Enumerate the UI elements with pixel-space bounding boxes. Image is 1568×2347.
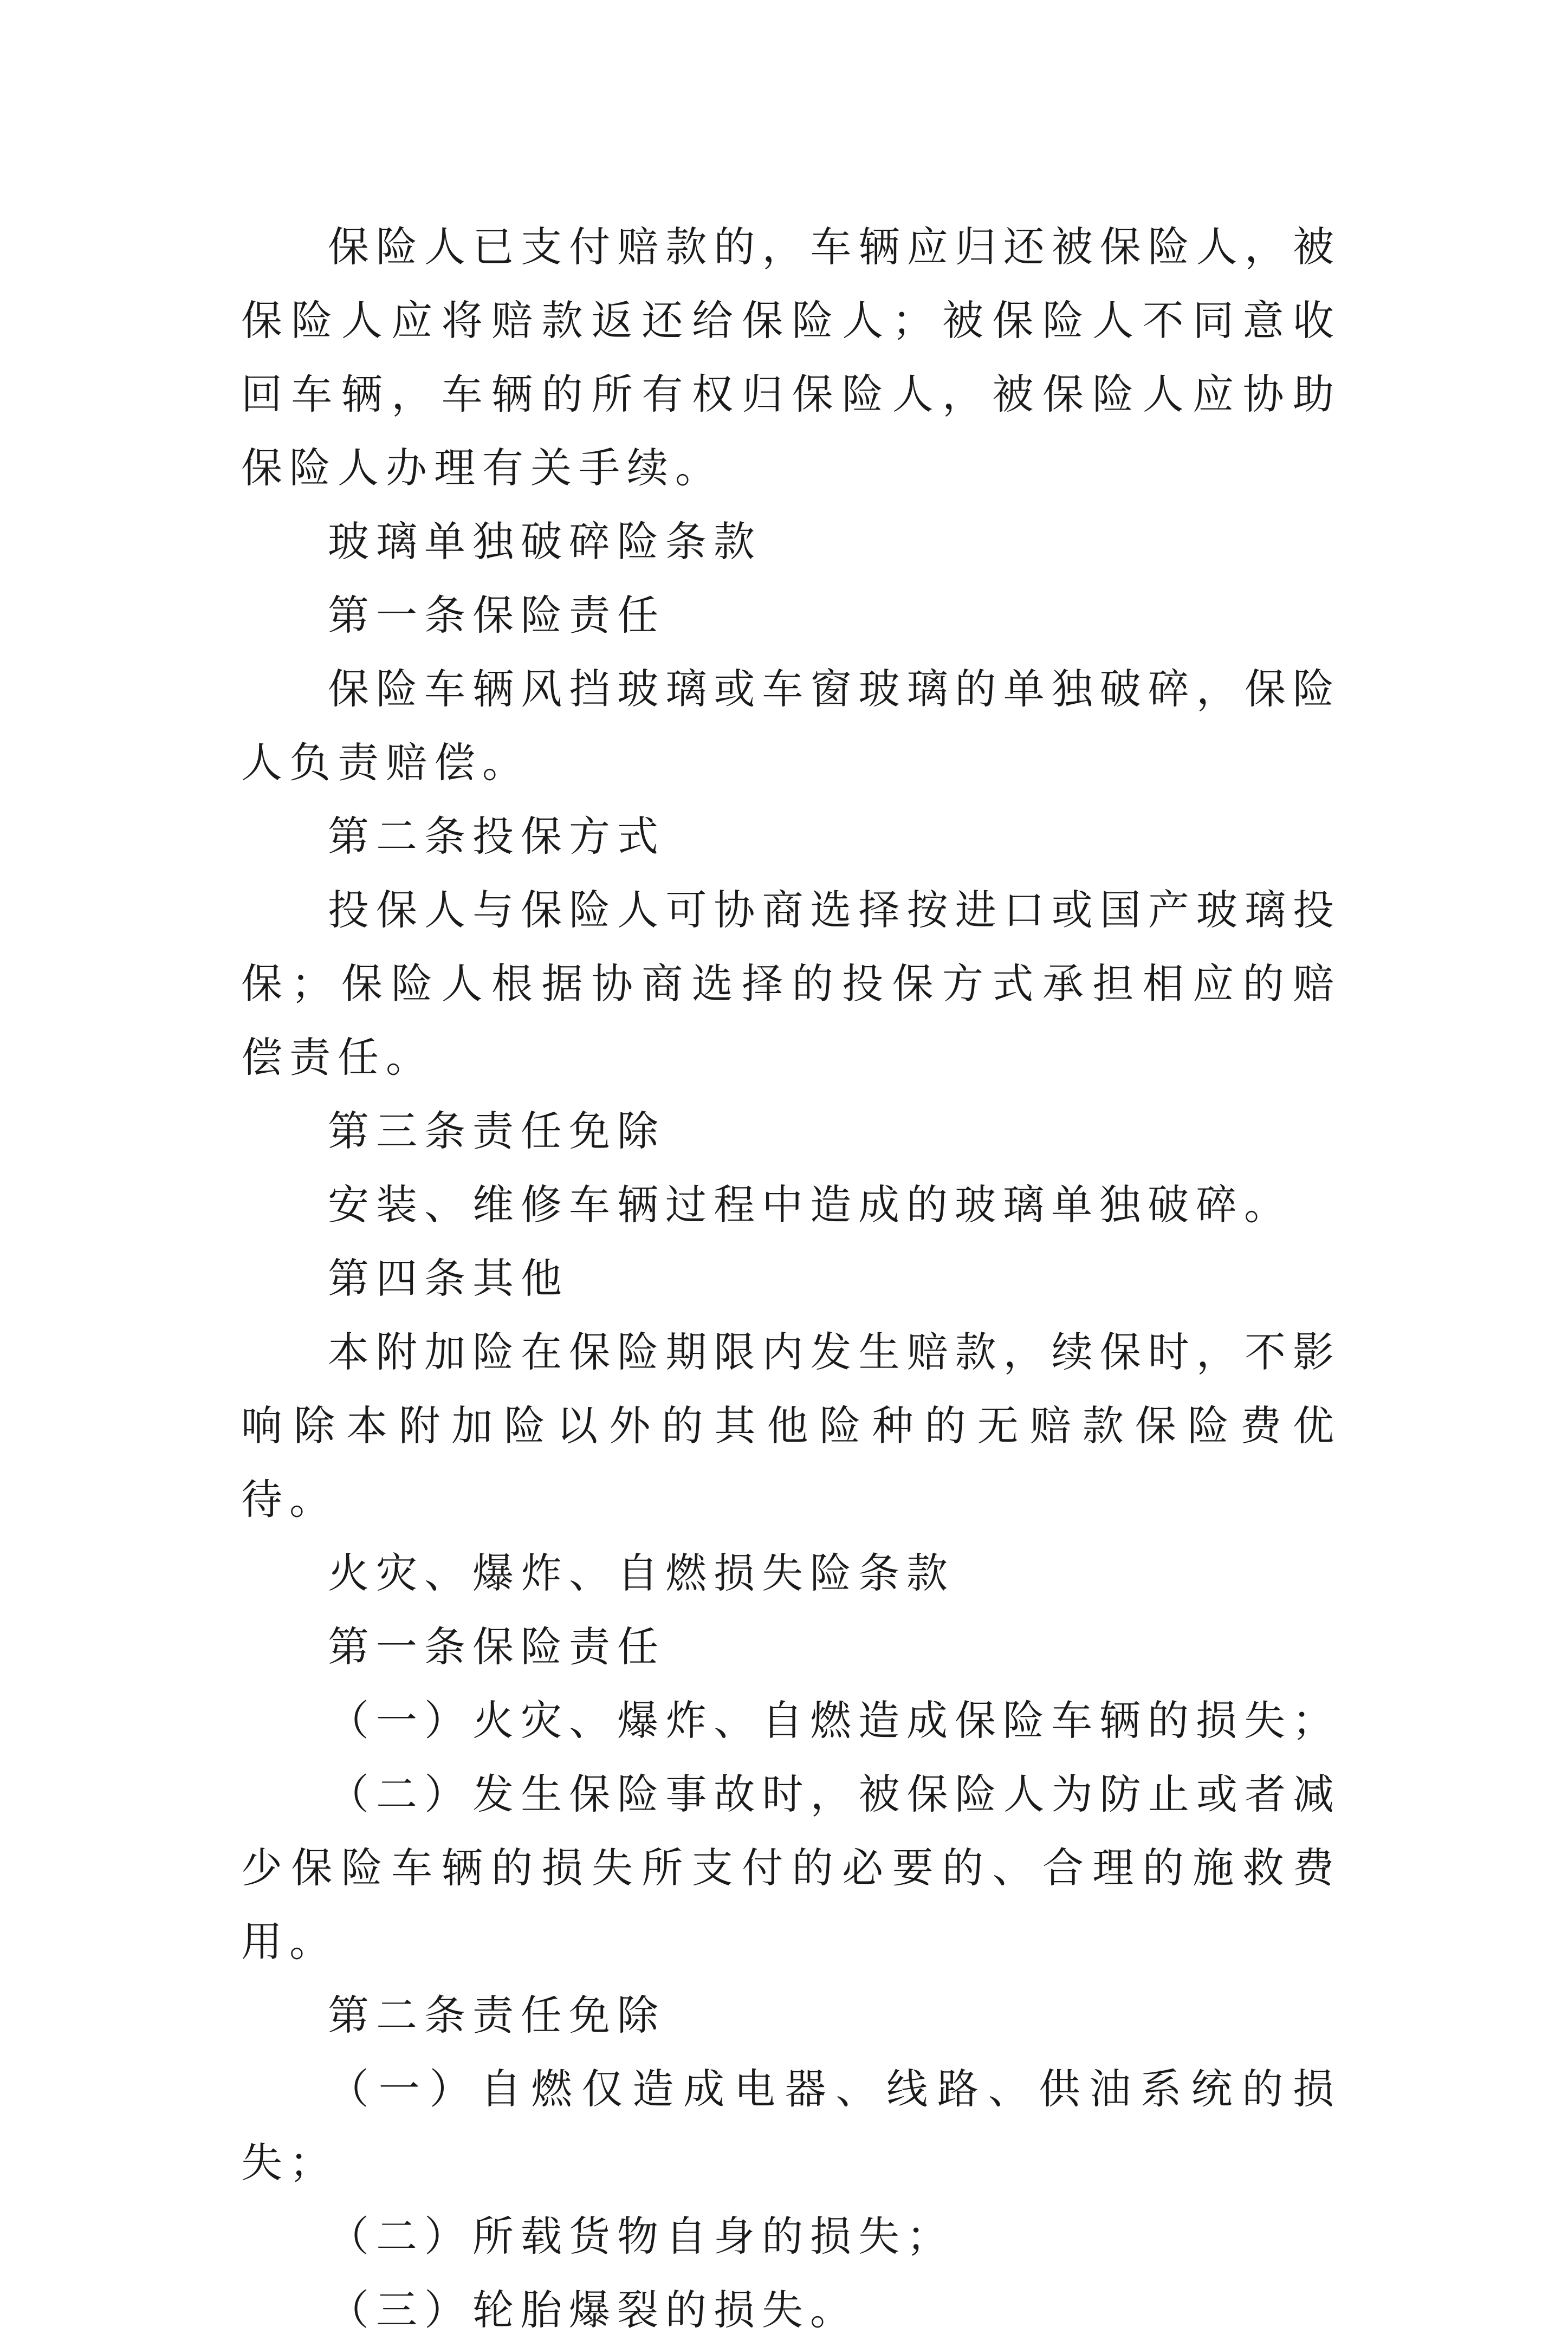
heading-article-3-exclusions: 第三条责任免除 — [328, 1107, 665, 1155]
paragraph-glass-exclusion: 安装、维修车辆过程中造成的玻璃单独破碎。 — [328, 1181, 1292, 1229]
heading-fire-article-2-exclusions: 第二条责任免除 — [328, 1991, 665, 2039]
paragraph-other-discount: 本附加险在保险期限内发生赔款，续保时，不影响除本附加险以外的其他险种的无赔款保险费优待。 — [241, 1328, 1341, 1523]
heading-article-4-other: 第四条其他 — [328, 1254, 569, 1302]
paragraph-glass-liability: 保险车辆风挡玻璃或车窗玻璃的单独破碎，保险人负责赔偿。 — [241, 665, 1341, 787]
heading-article-1-liability: 第一条保险责任 — [328, 591, 665, 639]
document-body — [241, 210, 1341, 2347]
heading-glass-breakage-clause: 玻璃单独破碎险条款 — [328, 517, 762, 566]
heading-fire-explosion-clause: 火灾、爆炸、自燃损失险条款 — [328, 1549, 955, 1597]
heading-article-2-insure-method: 第二条投保方式 — [328, 812, 665, 860]
paragraph-fire-liability-item-1: （一）火灾、爆炸、自燃造成保险车辆的损失； — [328, 1696, 1340, 1745]
paragraph-vehicle-return: 保险人已支付赔款的，车辆应归还被保险人，被保险人应将赔款返还给保险人；被保险人不同意收回车辆，车辆的所有权归保险人，被保险人应协助保险人办理有关手续。 — [241, 223, 1341, 492]
paragraph-fire-exclusion-item-3: （三）轮胎爆裂的损失。 — [328, 2286, 858, 2334]
paragraph-insure-method: 投保人与保险人可协商选择按进口或国产玻璃投保；保险人根据协商选择的投保方式承担相应的赔偿责任。 — [241, 886, 1341, 1081]
paragraph-fire-exclusion-item-1: （一）自燃仅造成电器、线路、供油系统的损失； — [241, 2065, 1341, 2187]
paragraph-fire-exclusion-item-2: （二）所载货物自身的损失； — [328, 2212, 955, 2260]
heading-fire-article-1-liability: 第一条保险责任 — [328, 1623, 665, 1671]
paragraph-fire-liability-item-2: （二）发生保险事故时，被保险人为防止或者减少保险车辆的损失所支付的必要的、合理的施救费用。 — [241, 1770, 1341, 1966]
